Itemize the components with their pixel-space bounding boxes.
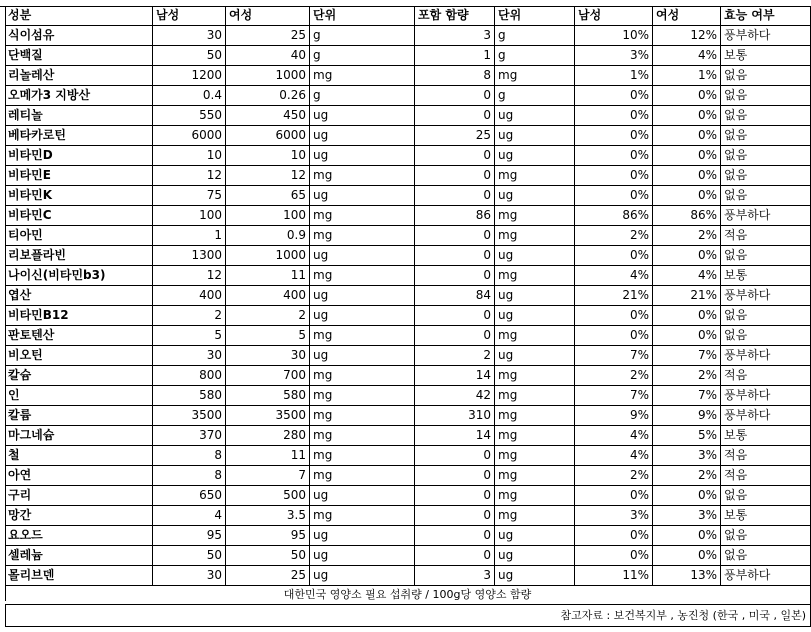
cell-female[interactable]: 30 (226, 346, 310, 366)
cell-component[interactable]: 오메가3 지방산 (5, 86, 153, 106)
cell-female-pct[interactable]: 7% (653, 346, 721, 366)
cell-content[interactable]: 0 (415, 226, 495, 246)
cell-male-pct[interactable]: 11% (575, 566, 653, 586)
cell-female[interactable]: 7 (226, 466, 310, 486)
cell-component[interactable]: 비타민K (5, 186, 153, 206)
cell-content-unit[interactable]: ug (495, 186, 575, 206)
table-row (0, 446, 811, 466)
cell-unit[interactable]: mg (310, 326, 415, 346)
cell-content[interactable]: 42 (415, 386, 495, 406)
cell-female-pct[interactable]: 0% (653, 526, 721, 546)
cell-male[interactable]: 650 (153, 486, 226, 506)
cell-content[interactable]: 0 (415, 166, 495, 186)
cell-female-pct[interactable]: 4% (653, 46, 721, 66)
cell-male[interactable]: 3500 (153, 406, 226, 426)
cell-effect[interactable]: 없음 (721, 526, 811, 546)
cell-content-unit[interactable]: mg (495, 446, 575, 466)
cell-effect[interactable]: 없음 (721, 66, 811, 86)
table-row (0, 426, 811, 446)
cell-male[interactable]: 8 (153, 446, 226, 466)
cell-content-unit[interactable]: ug (495, 346, 575, 366)
header-female-pct[interactable]: 여성 (653, 6, 721, 26)
cell-male[interactable]: 6000 (153, 126, 226, 146)
cell-unit[interactable]: ug (310, 346, 415, 366)
cell-female[interactable]: 3500 (226, 406, 310, 426)
table-row (0, 326, 811, 346)
cell-content[interactable]: 310 (415, 406, 495, 426)
cell-female[interactable]: 400 (226, 286, 310, 306)
cell-content[interactable]: 84 (415, 286, 495, 306)
cell-unit[interactable]: ug (310, 126, 415, 146)
cell-effect[interactable]: 없음 (721, 86, 811, 106)
cell-effect[interactable]: 풍부하다 (721, 566, 811, 586)
cell-female-pct[interactable]: 7% (653, 386, 721, 406)
cell-female-pct[interactable]: 0% (653, 486, 721, 506)
cell-component[interactable]: 엽산 (5, 286, 153, 306)
cell-female[interactable]: 11 (226, 266, 310, 286)
cell-content[interactable]: 0 (415, 446, 495, 466)
table-row (0, 366, 811, 386)
cell-effect[interactable]: 없음 (721, 306, 811, 326)
cell-unit[interactable]: ug (310, 546, 415, 566)
table-row (0, 486, 811, 506)
cell-female-pct[interactable]: 2% (653, 366, 721, 386)
cell-male[interactable]: 8 (153, 466, 226, 486)
cell-male[interactable]: 4 (153, 506, 226, 526)
cell-content[interactable]: 0 (415, 486, 495, 506)
cell-female[interactable]: 0.26 (226, 86, 310, 106)
table-row (0, 546, 811, 566)
cell-male-pct[interactable]: 1% (575, 66, 653, 86)
cell-male[interactable]: 1300 (153, 246, 226, 266)
cell-content[interactable]: 0 (415, 526, 495, 546)
cell-component[interactable]: 몰리브덴 (5, 566, 153, 586)
cell-unit[interactable]: g (310, 26, 415, 46)
cell-female[interactable]: 10 (226, 146, 310, 166)
cell-content[interactable]: 0 (415, 306, 495, 326)
cell-component[interactable]: 비오틴 (5, 346, 153, 366)
cell-female-pct[interactable]: 0% (653, 106, 721, 126)
cell-unit[interactable]: ug (310, 186, 415, 206)
cell-female[interactable]: 700 (226, 366, 310, 386)
cell-male-pct[interactable]: 2% (575, 366, 653, 386)
cell-female[interactable]: 40 (226, 46, 310, 66)
header-component[interactable]: 성분 (5, 6, 153, 26)
header-male[interactable]: 남성 (153, 6, 226, 26)
cell-male-pct[interactable]: 86% (575, 206, 653, 226)
cell-female-pct[interactable]: 5% (653, 426, 721, 446)
cell-content[interactable]: 0 (415, 106, 495, 126)
cell-female-pct[interactable]: 21% (653, 286, 721, 306)
cell-male[interactable]: 50 (153, 546, 226, 566)
cell-female[interactable]: 25 (226, 26, 310, 46)
cell-content[interactable]: 0 (415, 546, 495, 566)
cell-content-unit[interactable]: ug (495, 146, 575, 166)
cell-male-pct[interactable]: 0% (575, 326, 653, 346)
cell-unit[interactable]: ug (310, 566, 415, 586)
cell-male-pct[interactable]: 2% (575, 466, 653, 486)
cell-content[interactable]: 0 (415, 326, 495, 346)
cell-male-pct[interactable]: 0% (575, 126, 653, 146)
cell-male[interactable]: 0.4 (153, 86, 226, 106)
cell-content-unit[interactable]: mg (495, 506, 575, 526)
table-row (0, 386, 811, 406)
cell-male-pct[interactable]: 4% (575, 446, 653, 466)
cell-content-unit[interactable]: ug (495, 546, 575, 566)
cell-male[interactable]: 800 (153, 366, 226, 386)
cell-female[interactable]: 65 (226, 186, 310, 206)
table-row (0, 466, 811, 486)
cell-female-pct[interactable]: 3% (653, 506, 721, 526)
cell-male-pct[interactable]: 0% (575, 186, 653, 206)
cell-effect[interactable]: 없음 (721, 546, 811, 566)
cell-female-pct[interactable]: 4% (653, 266, 721, 286)
cell-unit[interactable]: mg (310, 206, 415, 226)
cell-content-unit[interactable]: mg (495, 386, 575, 406)
cell-male-pct[interactable]: 2% (575, 226, 653, 246)
cell-effect[interactable]: 보통 (721, 266, 811, 286)
cell-effect[interactable]: 풍부하다 (721, 386, 811, 406)
cell-female-pct[interactable]: 0% (653, 306, 721, 326)
cell-male-pct[interactable]: 3% (575, 46, 653, 66)
header-content[interactable]: 포함 함량 (415, 6, 495, 26)
cell-component[interactable]: 비타민B12 (5, 306, 153, 326)
cell-female[interactable]: 2 (226, 306, 310, 326)
cell-component[interactable]: 나이신(비타민b3) (5, 266, 153, 286)
cell-component[interactable]: 마그네슘 (5, 426, 153, 446)
cell-male-pct[interactable]: 4% (575, 426, 653, 446)
cell-male[interactable]: 12 (153, 166, 226, 186)
cell-effect[interactable]: 없음 (721, 486, 811, 506)
cell-female-pct[interactable]: 0% (653, 186, 721, 206)
cell-female-pct[interactable]: 0% (653, 246, 721, 266)
cell-content-unit[interactable]: g (495, 46, 575, 66)
table-caption[interactable]: 대한민국 영양소 필요 섭취량 / 100g당 영양소 함량 (5, 585, 811, 605)
cell-content[interactable]: 14 (415, 366, 495, 386)
cell-effect[interactable]: 적음 (721, 466, 811, 486)
cell-component[interactable]: 망간 (5, 506, 153, 526)
cell-male[interactable]: 2 (153, 306, 226, 326)
cell-female[interactable]: 5 (226, 326, 310, 346)
cell-content[interactable]: 1 (415, 46, 495, 66)
cell-male[interactable]: 30 (153, 566, 226, 586)
table-row (0, 566, 811, 586)
cell-content[interactable]: 25 (415, 126, 495, 146)
cell-content-unit[interactable]: ug (495, 286, 575, 306)
cell-unit[interactable]: mg (310, 406, 415, 426)
cell-male-pct[interactable]: 7% (575, 386, 653, 406)
cell-male[interactable]: 5 (153, 326, 226, 346)
header-row (0, 6, 811, 26)
cell-component[interactable]: 아연 (5, 466, 153, 486)
cell-female-pct[interactable]: 0% (653, 326, 721, 346)
cell-unit[interactable]: ug (310, 286, 415, 306)
table-row (0, 266, 811, 286)
cell-content-unit[interactable]: mg (495, 326, 575, 346)
cell-unit[interactable]: ug (310, 306, 415, 326)
header-content-unit[interactable]: 단위 (495, 6, 575, 26)
table-row (0, 66, 811, 86)
cell-male-pct[interactable]: 0% (575, 306, 653, 326)
cell-male[interactable]: 1 (153, 226, 226, 246)
cell-content[interactable]: 3 (415, 26, 495, 46)
cell-effect[interactable]: 보통 (721, 46, 811, 66)
cell-effect[interactable]: 없음 (721, 186, 811, 206)
cell-male[interactable]: 75 (153, 186, 226, 206)
table-row (0, 406, 811, 426)
cell-effect[interactable]: 보통 (721, 426, 811, 446)
cell-component[interactable]: 비타민C (5, 206, 153, 226)
cell-male[interactable]: 50 (153, 46, 226, 66)
cell-male[interactable]: 30 (153, 346, 226, 366)
table-row (0, 506, 811, 526)
cell-content-unit[interactable]: mg (495, 226, 575, 246)
cell-male-pct[interactable]: 0% (575, 486, 653, 506)
cell-unit[interactable]: ug (310, 146, 415, 166)
cell-content-unit[interactable]: mg (495, 426, 575, 446)
cell-female-pct[interactable]: 0% (653, 166, 721, 186)
cell-male[interactable]: 95 (153, 526, 226, 546)
cell-content[interactable]: 0 (415, 146, 495, 166)
cell-unit[interactable]: ug (310, 486, 415, 506)
cell-content-unit[interactable]: mg (495, 466, 575, 486)
cell-female-pct[interactable]: 86% (653, 206, 721, 226)
cell-male[interactable]: 30 (153, 26, 226, 46)
table-row (0, 306, 811, 326)
cell-female[interactable]: 580 (226, 386, 310, 406)
cell-female-pct[interactable]: 0% (653, 86, 721, 106)
cell-female-pct[interactable]: 0% (653, 546, 721, 566)
cell-component[interactable]: 단백질 (5, 46, 153, 66)
cell-unit[interactable]: mg (310, 426, 415, 446)
cell-male[interactable]: 12 (153, 266, 226, 286)
cell-component[interactable]: 구리 (5, 486, 153, 506)
cell-male-pct[interactable]: 0% (575, 246, 653, 266)
cell-content[interactable]: 8 (415, 66, 495, 86)
cell-effect[interactable]: 풍부하다 (721, 406, 811, 426)
cell-female-pct[interactable]: 13% (653, 566, 721, 586)
table-row (0, 286, 811, 306)
cell-female-pct[interactable]: 12% (653, 26, 721, 46)
cell-content[interactable]: 0 (415, 186, 495, 206)
cell-male[interactable]: 400 (153, 286, 226, 306)
header-male-pct[interactable]: 남성 (575, 6, 653, 26)
cell-effect[interactable]: 풍부하다 (721, 346, 811, 366)
cell-male-pct[interactable]: 7% (575, 346, 653, 366)
cell-female-pct[interactable]: 2% (653, 466, 721, 486)
cell-female[interactable]: 50 (226, 546, 310, 566)
cell-component[interactable]: 요오드 (5, 526, 153, 546)
cell-male-pct[interactable]: 0% (575, 106, 653, 126)
cell-component[interactable]: 식이섬유 (5, 26, 153, 46)
cell-female-pct[interactable]: 1% (653, 66, 721, 86)
cell-effect[interactable]: 풍부하다 (721, 26, 811, 46)
cell-effect[interactable]: 없음 (721, 106, 811, 126)
table-row (0, 526, 811, 546)
cell-content[interactable]: 86 (415, 206, 495, 226)
cell-content[interactable]: 0 (415, 466, 495, 486)
cell-female[interactable]: 450 (226, 106, 310, 126)
cell-component[interactable]: 리보플라빈 (5, 246, 153, 266)
cell-content-unit[interactable]: g (495, 26, 575, 46)
cell-female[interactable]: 500 (226, 486, 310, 506)
reference-note[interactable]: 참고자료 : 보건복지부 , 농진청 (한국 , 미국 , 일본) (5, 605, 811, 627)
cell-unit[interactable]: mg (310, 366, 415, 386)
cell-component[interactable]: 베타카로틴 (5, 126, 153, 146)
cell-effect[interactable]: 풍부하다 (721, 286, 811, 306)
cell-component[interactable]: 인 (5, 386, 153, 406)
cell-content-unit[interactable]: ug (495, 526, 575, 546)
table-row (0, 206, 811, 226)
cell-effect[interactable]: 보통 (721, 506, 811, 526)
table-row (0, 246, 811, 266)
cell-female[interactable]: 280 (226, 426, 310, 446)
cell-unit[interactable]: ug (310, 526, 415, 546)
cell-component[interactable]: 셀레늄 (5, 546, 153, 566)
cell-male-pct[interactable]: 4% (575, 266, 653, 286)
cell-unit[interactable]: g (310, 46, 415, 66)
cell-male[interactable]: 100 (153, 206, 226, 226)
table-row (0, 26, 811, 46)
table-row (0, 346, 811, 366)
cell-female[interactable]: 1000 (226, 246, 310, 266)
cell-effect[interactable]: 없음 (721, 126, 811, 146)
table-row (0, 46, 811, 66)
table-row (0, 186, 811, 206)
cell-female[interactable]: 0.9 (226, 226, 310, 246)
cell-male-pct[interactable]: 0% (575, 526, 653, 546)
cell-content[interactable]: 0 (415, 86, 495, 106)
cell-female-pct[interactable]: 3% (653, 446, 721, 466)
cell-unit[interactable]: mg (310, 266, 415, 286)
cell-effect[interactable]: 없음 (721, 326, 811, 346)
cell-unit[interactable]: mg (310, 166, 415, 186)
cell-male[interactable]: 580 (153, 386, 226, 406)
cell-male[interactable]: 1200 (153, 66, 226, 86)
table-row (0, 106, 811, 126)
cell-effect[interactable]: 적음 (721, 366, 811, 386)
cell-content[interactable]: 2 (415, 346, 495, 366)
cell-content-unit[interactable]: mg (495, 66, 575, 86)
cell-male-pct[interactable]: 0% (575, 146, 653, 166)
cell-component[interactable]: 칼륨 (5, 406, 153, 426)
cell-male-pct[interactable]: 0% (575, 86, 653, 106)
cell-unit[interactable]: ug (310, 106, 415, 126)
cell-unit[interactable]: mg (310, 66, 415, 86)
cell-unit[interactable]: mg (310, 386, 415, 406)
table-row (0, 226, 811, 246)
cell-content-unit[interactable]: mg (495, 166, 575, 186)
cell-female[interactable]: 25 (226, 566, 310, 586)
cell-content-unit[interactable]: ug (495, 106, 575, 126)
cell-unit[interactable]: mg (310, 226, 415, 246)
cell-content-unit[interactable]: mg (495, 366, 575, 386)
cell-component[interactable]: 칼슘 (5, 366, 153, 386)
table-row (0, 146, 811, 166)
cell-female-pct[interactable]: 2% (653, 226, 721, 246)
cell-content[interactable]: 0 (415, 266, 495, 286)
cell-component[interactable]: 티아민 (5, 226, 153, 246)
cell-content[interactable]: 3 (415, 566, 495, 586)
cell-female-pct[interactable]: 0% (653, 126, 721, 146)
cell-component[interactable]: 판토텐산 (5, 326, 153, 346)
cell-female[interactable]: 100 (226, 206, 310, 226)
table-row (0, 166, 811, 186)
cell-component[interactable]: 비타민D (5, 146, 153, 166)
cell-content-unit[interactable]: mg (495, 406, 575, 426)
cell-unit[interactable]: g (310, 86, 415, 106)
cell-effect[interactable]: 풍부하다 (721, 206, 811, 226)
cell-male[interactable]: 370 (153, 426, 226, 446)
cell-female[interactable]: 6000 (226, 126, 310, 146)
cell-content-unit[interactable]: g (495, 86, 575, 106)
header-female[interactable]: 여성 (226, 6, 310, 26)
cell-content-unit[interactable]: mg (495, 206, 575, 226)
header-unit[interactable]: 단위 (310, 6, 415, 26)
table-row (0, 126, 811, 146)
table-row (0, 86, 811, 106)
cell-male-pct[interactable]: 21% (575, 286, 653, 306)
cell-female[interactable]: 3.5 (226, 506, 310, 526)
cell-female[interactable]: 1000 (226, 66, 310, 86)
cell-female[interactable]: 11 (226, 446, 310, 466)
cell-female[interactable]: 12 (226, 166, 310, 186)
cell-unit[interactable]: mg (310, 466, 415, 486)
cell-unit[interactable]: ug (310, 246, 415, 266)
cell-content-unit[interactable]: mg (495, 266, 575, 286)
cell-effect[interactable]: 적음 (721, 226, 811, 246)
cell-male[interactable]: 10 (153, 146, 226, 166)
cell-male-pct[interactable]: 0% (575, 546, 653, 566)
cell-female[interactable]: 95 (226, 526, 310, 546)
cell-content-unit[interactable]: ug (495, 306, 575, 326)
cell-content-unit[interactable]: ug (495, 126, 575, 146)
cell-content[interactable]: 14 (415, 426, 495, 446)
cell-male-pct[interactable]: 10% (575, 26, 653, 46)
cell-content-unit[interactable]: mg (495, 486, 575, 506)
cell-effect[interactable]: 없음 (721, 146, 811, 166)
cell-effect[interactable]: 없음 (721, 246, 811, 266)
cell-content-unit[interactable]: ug (495, 566, 575, 586)
cell-effect[interactable]: 적음 (721, 446, 811, 466)
cell-content[interactable]: 0 (415, 506, 495, 526)
cell-content[interactable]: 0 (415, 246, 495, 266)
cell-component[interactable]: 철 (5, 446, 153, 466)
header-effect[interactable]: 효능 여부 (721, 6, 811, 26)
cell-component[interactable]: 비타민E (5, 166, 153, 186)
cell-effect[interactable]: 없음 (721, 166, 811, 186)
cell-female-pct[interactable]: 0% (653, 146, 721, 166)
cell-unit[interactable]: mg (310, 506, 415, 526)
cell-content-unit[interactable]: ug (495, 246, 575, 266)
cell-male-pct[interactable]: 3% (575, 506, 653, 526)
cell-female-pct[interactable]: 9% (653, 406, 721, 426)
cell-unit[interactable]: mg (310, 446, 415, 466)
cell-male[interactable]: 550 (153, 106, 226, 126)
cell-male-pct[interactable]: 9% (575, 406, 653, 426)
cell-component[interactable]: 리놀레산 (5, 66, 153, 86)
cell-component[interactable]: 레티놀 (5, 106, 153, 126)
cell-male-pct[interactable]: 0% (575, 166, 653, 186)
